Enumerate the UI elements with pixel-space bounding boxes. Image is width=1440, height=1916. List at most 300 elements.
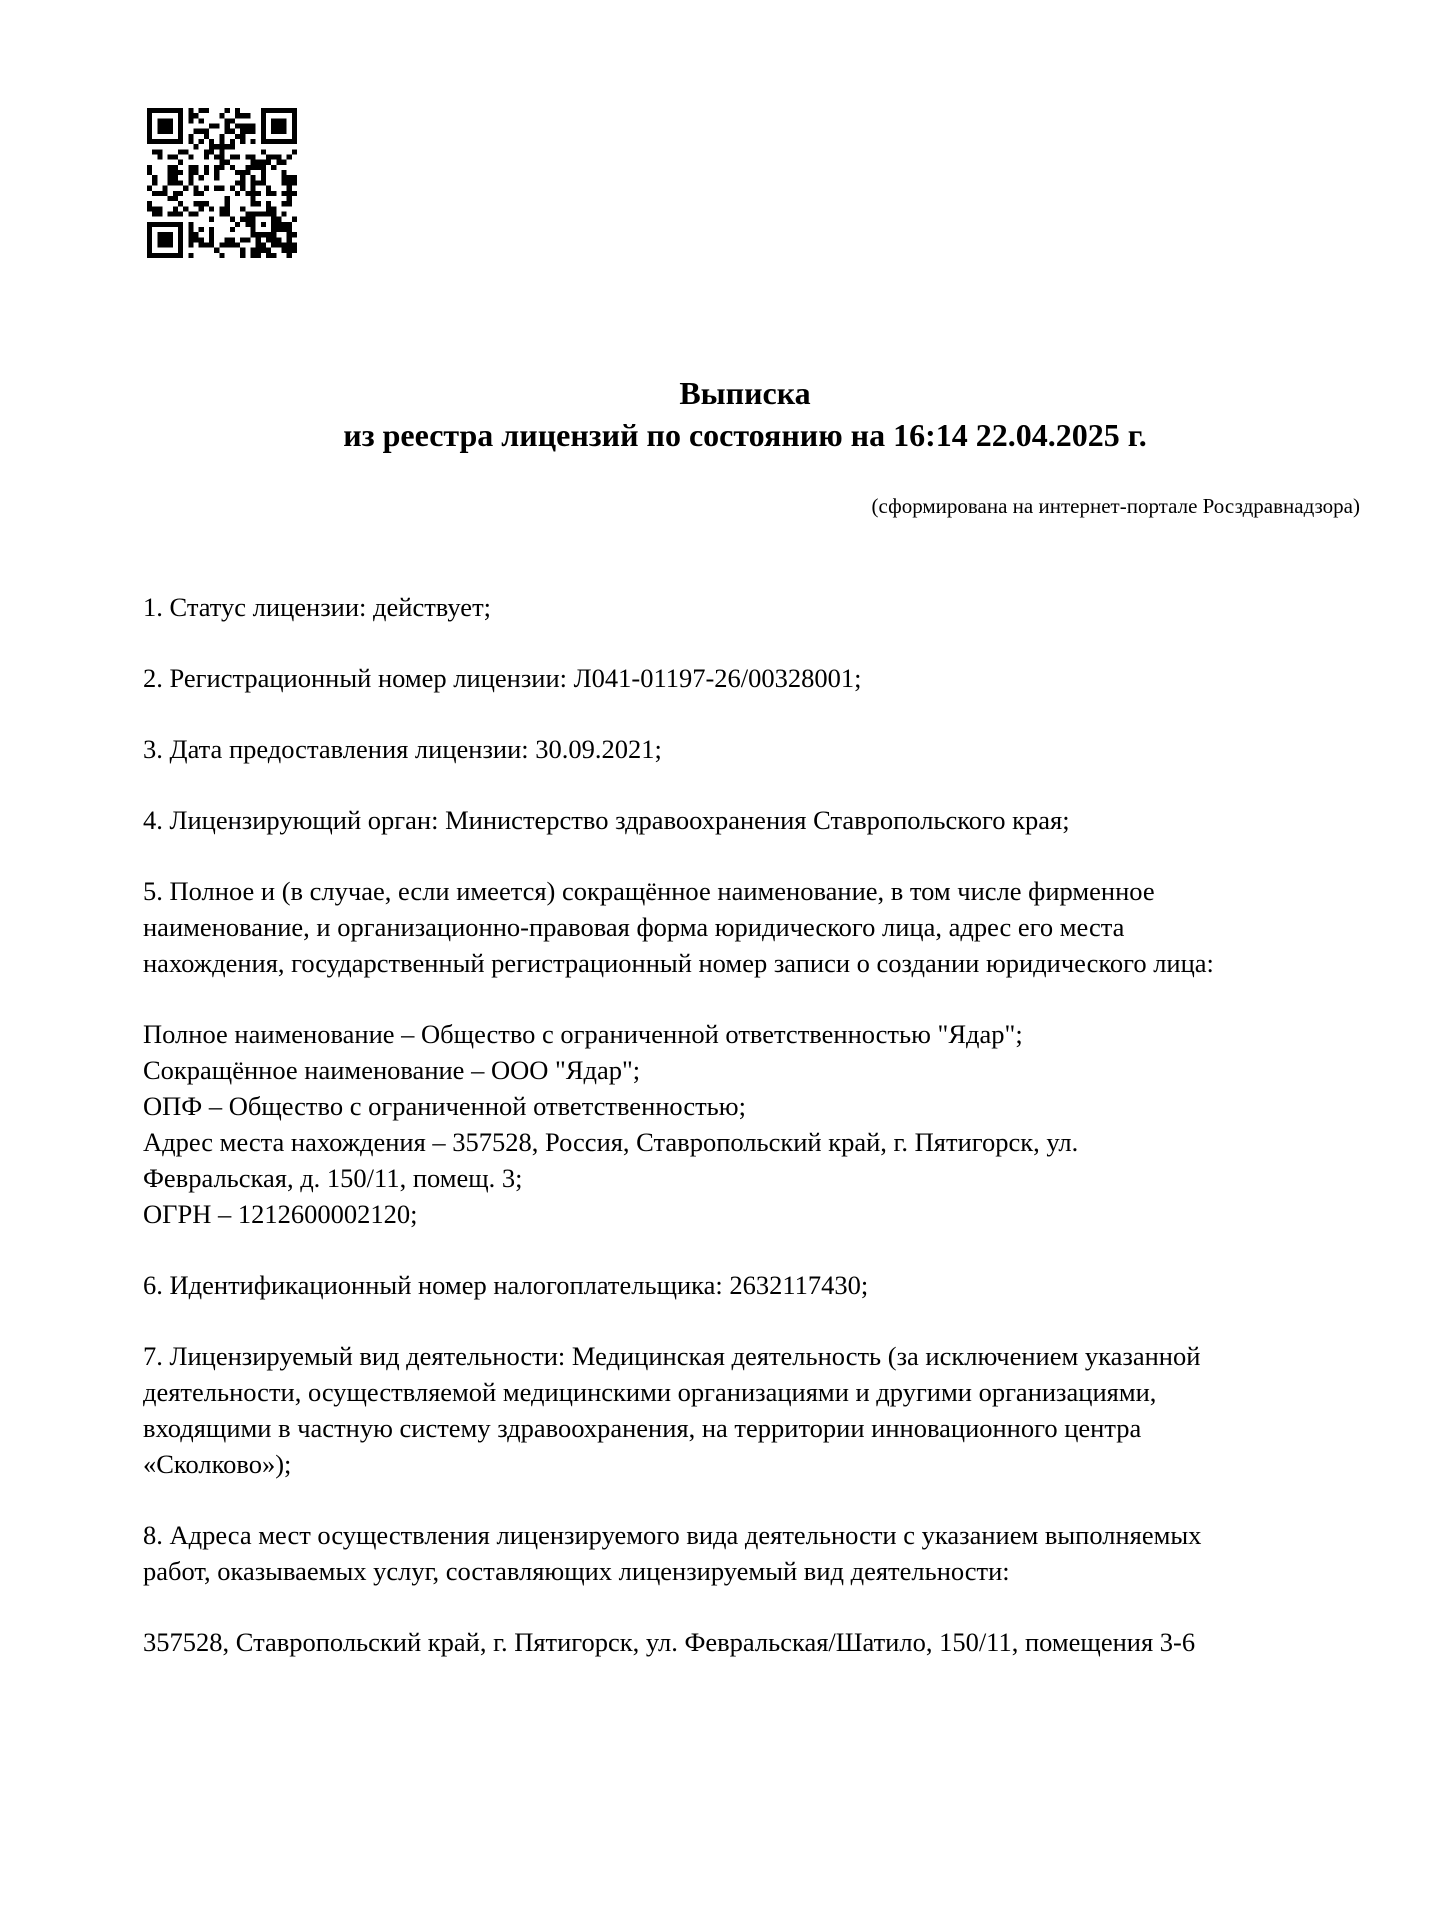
qr-module — [230, 139, 235, 144]
qr-module — [266, 232, 271, 237]
qr-module — [276, 124, 281, 129]
qr-module — [178, 211, 183, 216]
organization-details — [143, 1016, 1333, 1232]
qr-module — [250, 248, 255, 253]
qr-module — [219, 155, 224, 160]
qr-module — [199, 191, 204, 196]
qr-module — [230, 237, 235, 242]
text-line: «Сколково»); — [143, 1449, 292, 1479]
qr-module — [219, 211, 224, 216]
qr-module — [287, 248, 292, 253]
qr-module — [178, 232, 183, 237]
qr-module — [163, 186, 168, 191]
qr-module — [173, 206, 178, 211]
qr-module — [163, 237, 168, 242]
qr-module — [271, 118, 276, 123]
qr-module — [147, 232, 152, 237]
qr-module — [250, 160, 255, 165]
address-line-continued: Февральская, д. 150/11, помещ. 3; — [143, 1163, 523, 1193]
qr-module — [292, 108, 297, 113]
qr-module — [188, 155, 193, 160]
qr-module — [194, 113, 199, 118]
qr-module — [250, 217, 255, 222]
qr-module — [168, 170, 173, 175]
qr-module — [245, 211, 250, 216]
qr-module — [219, 144, 224, 149]
qr-module — [178, 242, 183, 247]
qr-module — [250, 211, 255, 216]
qr-module — [163, 232, 168, 237]
qr-module — [204, 186, 209, 191]
qr-module — [266, 253, 271, 258]
qr-module — [225, 206, 230, 211]
qr-module — [230, 242, 235, 247]
qr-module — [219, 113, 224, 118]
qr-module — [261, 248, 266, 253]
qr-module — [287, 139, 292, 144]
qr-module — [157, 237, 162, 242]
qr-module — [204, 149, 209, 154]
qr-module — [287, 180, 292, 185]
qr-module — [256, 232, 261, 237]
qr-module — [173, 155, 178, 160]
qr-module — [250, 186, 255, 191]
qr-module — [173, 253, 178, 258]
qr-module — [250, 232, 255, 237]
qr-module — [292, 175, 297, 180]
qr-module — [157, 149, 162, 154]
qr-module — [194, 237, 199, 242]
qr-module — [266, 160, 271, 165]
full-name-line: Полное наименование – Общество с ограниченной ответственностью "Ядар"; — [143, 1019, 1023, 1049]
qr-module — [178, 118, 183, 123]
qr-module — [230, 217, 235, 222]
qr-module — [188, 227, 193, 232]
qr-module — [178, 253, 183, 258]
qr-module — [240, 113, 245, 118]
qr-module — [287, 253, 292, 258]
qr-module — [240, 134, 245, 139]
item-activity-type — [143, 1338, 1333, 1482]
qr-module — [225, 129, 230, 134]
qr-module — [250, 227, 255, 232]
qr-module — [147, 139, 152, 144]
qr-module — [199, 175, 204, 180]
qr-module — [194, 144, 199, 149]
qr-module — [147, 165, 152, 170]
qr-module — [292, 217, 297, 222]
qr-module — [266, 108, 271, 113]
qr-module — [163, 242, 168, 247]
qr-module — [245, 129, 250, 134]
qr-module — [292, 118, 297, 123]
qr-module — [266, 191, 271, 196]
qr-module — [225, 237, 230, 242]
qr-module — [188, 113, 193, 118]
qr-module — [157, 242, 162, 247]
qr-module — [240, 217, 245, 222]
ogrn-line: ОГРН – 1212600002120; — [143, 1199, 418, 1229]
qr-module — [276, 222, 281, 227]
qr-module — [209, 242, 214, 247]
qr-module — [168, 124, 173, 129]
qr-module — [168, 108, 173, 113]
qr-module — [147, 113, 152, 118]
qr-module — [188, 222, 193, 227]
qr-module — [173, 196, 178, 201]
qr-module — [152, 139, 157, 144]
qr-module — [178, 139, 183, 144]
qr-module — [194, 201, 199, 206]
item-activity-addresses — [143, 1517, 1333, 1589]
qr-module — [266, 206, 271, 211]
qr-module — [194, 165, 199, 170]
qr-module — [173, 211, 178, 216]
qr-module — [188, 118, 193, 123]
qr-module — [168, 175, 173, 180]
qr-module — [219, 165, 224, 170]
qr-module — [271, 232, 276, 237]
qr-module — [256, 191, 261, 196]
qr-module — [157, 253, 162, 258]
qr-module — [173, 175, 178, 180]
qr-module — [271, 155, 276, 160]
qr-module — [147, 186, 152, 191]
qr-module — [194, 186, 199, 191]
qr-module — [240, 248, 245, 253]
qr-module — [188, 134, 193, 139]
qr-module — [281, 118, 286, 123]
qr-module — [245, 191, 250, 196]
legal-form-line: ОПФ – Общество с ограниченной ответственностью; — [143, 1091, 746, 1121]
qr-module — [157, 211, 162, 216]
qr-module — [204, 134, 209, 139]
qr-module — [178, 248, 183, 253]
qr-module — [276, 129, 281, 134]
qr-module — [276, 217, 281, 222]
qr-module — [152, 191, 157, 196]
qr-module — [163, 139, 168, 144]
qr-module — [188, 253, 193, 258]
qr-module — [287, 175, 292, 180]
qr-module — [245, 124, 250, 129]
qr-module — [147, 222, 152, 227]
qr-module — [147, 124, 152, 129]
qr-module — [152, 222, 157, 227]
qr-module — [287, 191, 292, 196]
qr-module — [173, 170, 178, 175]
qr-module — [168, 211, 173, 216]
qr-module — [147, 118, 152, 123]
qr-module — [292, 248, 297, 253]
qr-module — [188, 242, 193, 247]
qr-module — [178, 191, 183, 196]
qr-module — [173, 139, 178, 144]
qr-module — [152, 149, 157, 154]
qr-module — [281, 201, 286, 206]
qr-module — [183, 149, 188, 154]
qr-module — [261, 242, 266, 247]
qr-module — [163, 191, 168, 196]
qr-module — [261, 149, 266, 154]
qr-module — [173, 222, 178, 227]
qr-module — [271, 217, 276, 222]
qr-module — [261, 222, 266, 227]
qr-module — [209, 144, 214, 149]
qr-module — [250, 191, 255, 196]
qr-module — [287, 242, 292, 247]
qr-module — [173, 191, 178, 196]
qr-module — [235, 222, 240, 227]
qr-module — [240, 139, 245, 144]
qr-module — [261, 160, 266, 165]
qr-module — [188, 170, 193, 175]
qr-module — [199, 201, 204, 206]
qr-module — [266, 248, 271, 253]
qr-module — [261, 113, 266, 118]
qr-module — [178, 227, 183, 232]
qr-module — [147, 237, 152, 242]
qr-module — [276, 242, 281, 247]
qr-module — [214, 175, 219, 180]
qr-module — [245, 165, 250, 170]
qr-module — [209, 206, 214, 211]
qr-module — [230, 144, 235, 149]
qr-module — [271, 227, 276, 232]
text-line: деятельности, осуществляемой медицинскими организациями и другими организациями, — [143, 1377, 1157, 1407]
qr-module — [168, 180, 173, 185]
qr-module — [250, 129, 255, 134]
qr-module — [194, 211, 199, 216]
qr-module — [276, 160, 281, 165]
qr-module — [240, 180, 245, 185]
qr-module — [266, 186, 271, 191]
qr-module — [188, 175, 193, 180]
qr-module — [276, 227, 281, 232]
qr-module — [173, 180, 178, 185]
text-line: 8. Адреса мест осуществления лицензируемого вида деятельности с указанием выполняемых — [143, 1520, 1202, 1550]
qr-module — [214, 248, 219, 253]
qr-module — [276, 155, 281, 160]
qr-module — [178, 237, 183, 242]
qr-module — [230, 118, 235, 123]
qr-module — [163, 222, 168, 227]
qr-module — [157, 155, 162, 160]
qr-module — [261, 170, 266, 175]
qr-module — [157, 191, 162, 196]
qr-module — [271, 237, 276, 242]
qr-module — [287, 237, 292, 242]
qr-module — [250, 139, 255, 144]
qr-module — [147, 108, 152, 113]
qr-module — [281, 170, 286, 175]
qr-module — [281, 139, 286, 144]
qr-module — [152, 206, 157, 211]
qr-module — [261, 180, 266, 185]
qr-code — [147, 108, 297, 258]
qr-module — [250, 124, 255, 129]
qr-module — [178, 134, 183, 139]
qr-module — [292, 139, 297, 144]
qr-module — [292, 134, 297, 139]
qr-module — [178, 170, 183, 175]
qr-module — [152, 180, 157, 185]
qr-module — [287, 222, 292, 227]
qr-module — [157, 108, 162, 113]
qr-module — [168, 242, 173, 247]
qr-module — [225, 108, 230, 113]
qr-module — [209, 217, 214, 222]
qr-module — [178, 129, 183, 134]
qr-module — [188, 108, 193, 113]
qr-module — [256, 211, 261, 216]
qr-module — [281, 191, 286, 196]
item-registration-number: 2. Регистрационный номер лицензии: Л041-01197-26/00328001; — [143, 663, 862, 693]
qr-module — [250, 180, 255, 185]
qr-module — [281, 129, 286, 134]
qr-module — [163, 108, 168, 113]
qr-module — [261, 175, 266, 180]
qr-module — [256, 201, 261, 206]
qr-module — [194, 129, 199, 134]
qr-module — [219, 149, 224, 154]
qr-module — [199, 237, 204, 242]
qr-module — [178, 160, 183, 165]
qr-module — [256, 242, 261, 247]
qr-module — [209, 149, 214, 154]
document-title: Выписка — [679, 375, 811, 411]
qr-module — [287, 186, 292, 191]
qr-module — [152, 175, 157, 180]
qr-module — [168, 118, 173, 123]
qr-module — [240, 206, 245, 211]
qr-module — [214, 186, 219, 191]
qr-module — [178, 149, 183, 154]
qr-module — [256, 248, 261, 253]
qr-module — [214, 144, 219, 149]
qr-module — [245, 222, 250, 227]
qr-module — [287, 227, 292, 232]
qr-module — [219, 253, 224, 258]
qr-module — [178, 180, 183, 185]
qr-module — [276, 108, 281, 113]
qr-module — [281, 108, 286, 113]
qr-module — [261, 211, 266, 216]
qr-module — [256, 253, 261, 258]
qr-module — [276, 139, 281, 144]
qr-module — [271, 165, 276, 170]
qr-module — [157, 124, 162, 129]
qr-module — [287, 155, 292, 160]
item-tax-id: 6. Идентификационный номер налогоплательщика: 2632117430; — [143, 1270, 869, 1300]
qr-module — [250, 196, 255, 201]
qr-module — [292, 124, 297, 129]
qr-module — [209, 237, 214, 242]
qr-module — [147, 129, 152, 134]
qr-module — [250, 253, 255, 258]
qr-module — [292, 149, 297, 154]
qr-module — [287, 196, 292, 201]
qr-module — [230, 129, 235, 134]
qr-module — [219, 160, 224, 165]
qr-module — [225, 144, 230, 149]
qr-module — [235, 242, 240, 247]
address-line: Адрес места нахождения – 357528, Россия, Ставропольский край, г. Пятигорск, ул. — [143, 1127, 1079, 1157]
qr-module — [230, 165, 235, 170]
qr-module — [225, 242, 230, 247]
qr-module — [199, 108, 204, 113]
qr-module — [204, 129, 209, 134]
qr-module — [219, 134, 224, 139]
qr-module — [256, 165, 261, 170]
qr-module — [214, 155, 219, 160]
qr-module — [271, 108, 276, 113]
qr-module — [214, 170, 219, 175]
qr-module — [163, 118, 168, 123]
qr-module — [209, 139, 214, 144]
qr-module — [152, 211, 157, 216]
item-licensing-authority: 4. Лицензирующий орган: Министерство здравоохранения Ставропольского края; — [143, 805, 1070, 835]
qr-module — [261, 165, 266, 170]
qr-module — [209, 232, 214, 237]
qr-module — [178, 108, 183, 113]
qr-module — [178, 222, 183, 227]
qr-module — [147, 134, 152, 139]
qr-module — [287, 232, 292, 237]
text-line: нахождения, государственный регистрационный номер записи о создании юридического лица: — [143, 948, 1214, 978]
qr-module — [271, 191, 276, 196]
qr-module — [261, 232, 266, 237]
qr-module — [168, 139, 173, 144]
qr-module — [292, 129, 297, 134]
qr-module — [250, 222, 255, 227]
qr-module — [225, 211, 230, 216]
qr-module — [245, 237, 250, 242]
qr-module — [281, 124, 286, 129]
text-line: 7. Лицензируемый вид деятельности: Медицинская деятельность (за исключением указанной — [143, 1341, 1201, 1371]
qr-module — [225, 196, 230, 201]
qr-module — [292, 113, 297, 118]
qr-module — [271, 253, 276, 258]
qr-module — [235, 170, 240, 175]
qr-module — [204, 108, 209, 113]
qr-module — [281, 222, 286, 227]
qr-module — [204, 201, 209, 206]
qr-module — [292, 232, 297, 237]
qr-module — [271, 139, 276, 144]
qr-module — [276, 237, 281, 242]
qr-module — [157, 232, 162, 237]
qr-module — [225, 160, 230, 165]
qr-module — [281, 242, 286, 247]
qr-module — [152, 253, 157, 258]
qr-module — [147, 170, 152, 175]
qr-module — [240, 175, 245, 180]
qr-module — [157, 206, 162, 211]
qr-module — [178, 124, 183, 129]
qr-module — [240, 124, 245, 129]
qr-module — [219, 186, 224, 191]
item-issue-date: 3. Дата предоставления лицензии: 30.09.2021; — [143, 734, 662, 764]
qr-module — [235, 108, 240, 113]
qr-module — [199, 139, 204, 144]
qr-module — [188, 180, 193, 185]
qr-module — [168, 222, 173, 227]
qr-module — [209, 227, 214, 232]
qr-module — [209, 124, 214, 129]
qr-module — [219, 139, 224, 144]
qr-module — [235, 191, 240, 196]
